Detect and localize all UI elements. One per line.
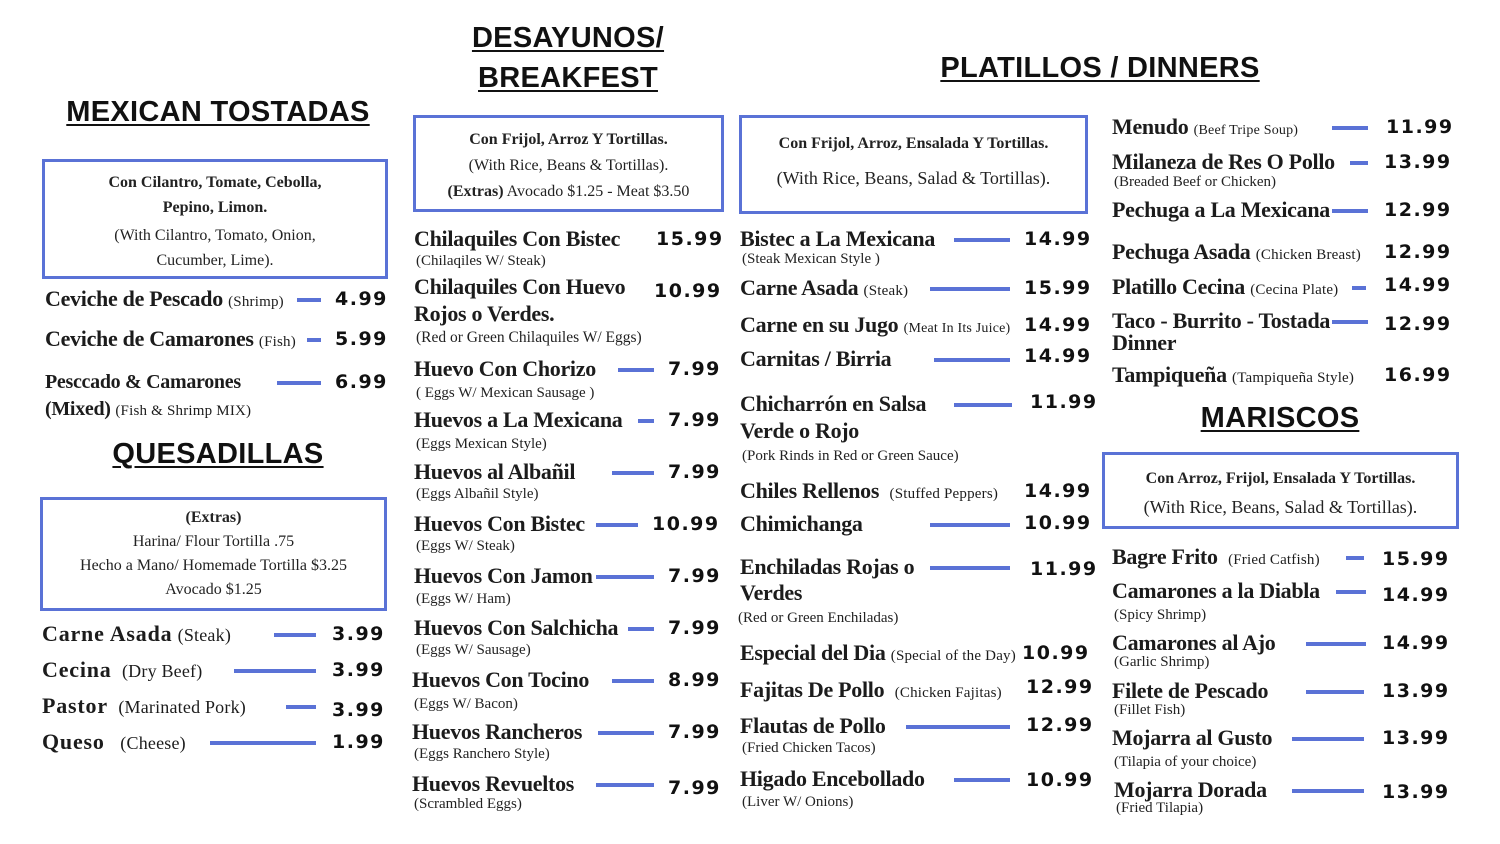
menu-item <box>1112 238 1464 266</box>
menu-item <box>740 676 1094 704</box>
dinners-info-box <box>739 115 1088 214</box>
quesadillas-box-line2: Harina/ Flour Tortilla .75 <box>132 533 295 550</box>
menu-item <box>1112 577 1464 623</box>
item-name: Huevos al Albañil <box>414 459 576 484</box>
menu-item <box>1112 273 1464 301</box>
tostadas-box-line2: Pepino, Limon. <box>162 199 268 216</box>
item-name: Pesccado & Camarones <box>45 371 241 393</box>
quesadillas-extras-box <box>40 497 387 611</box>
item-subtitle: (Red or Green Enchiladas) <box>738 610 899 626</box>
item-price: 7.99 <box>668 617 721 639</box>
price-leader <box>612 471 654 475</box>
price-leader <box>930 287 1010 291</box>
menu-item <box>414 406 726 452</box>
menu-item <box>1112 148 1464 190</box>
breakfast-box-line1: Con Frijol, Arroz Y Tortillas. <box>469 131 668 148</box>
menu-item <box>740 712 1094 756</box>
price-leader <box>954 403 1012 407</box>
item-subtitle: (Eggs W/ Sausage) <box>416 642 531 658</box>
menu-item <box>412 666 726 712</box>
tostadas-title: MEXICAN TOSTADAS <box>66 96 370 128</box>
item-name: Chiles Rellenos (Stuffed Peppers) <box>740 478 999 503</box>
tostadas-info-box <box>42 159 388 279</box>
price-leader <box>954 778 1010 782</box>
item-name: Huevos Con Salchicha <box>414 615 619 640</box>
item-name: Carnitas / Birria <box>740 346 892 371</box>
price-leader <box>307 338 321 342</box>
item-price: 12.99 <box>1384 241 1452 263</box>
mariscos-box-line1: Con Arroz, Frijol, Ensalada Y Tortillas. <box>1145 470 1416 487</box>
price-leader <box>277 381 321 385</box>
item-subtitle: (Liver W/ Onions) <box>742 794 854 810</box>
item-price: 10.99 <box>1026 769 1094 791</box>
item-name: Higado Encebollado <box>740 766 925 791</box>
menu-item <box>42 692 387 720</box>
item-price: 16.99 <box>1384 364 1452 386</box>
item-price: 3.99 <box>332 699 385 721</box>
menu-item <box>42 728 387 756</box>
item-name: Filete de Pescado <box>1112 678 1269 703</box>
breakfast-box-line3: (Extras) Avocado $1.25 - Meat $3.50 <box>447 183 690 200</box>
item-name: Camarones al Ajo <box>1112 630 1276 655</box>
item-subtitle: (Eggs Mexican Style) <box>416 436 547 452</box>
item-price: 4.99 <box>335 288 388 310</box>
item-name: Huevos Con Jamon <box>414 563 593 588</box>
price-leader <box>618 368 654 372</box>
price-leader <box>1332 126 1368 130</box>
menu-item <box>740 390 1098 464</box>
item-price: 11.99 <box>1386 116 1454 138</box>
item-price: 14.99 <box>1382 632 1450 654</box>
item-subtitle: (Fried Chicken Tacos) <box>742 740 876 756</box>
menu-item <box>412 770 726 812</box>
item-price: 14.99 <box>1024 480 1092 502</box>
menu-item <box>740 639 1090 667</box>
item-price: 7.99 <box>668 358 721 380</box>
item-name: Ceviche de Pescado (Shrimp) <box>45 286 284 311</box>
menu-item <box>1112 677 1464 718</box>
item-price: 1.99 <box>332 731 385 753</box>
item-name: Queso (Cheese) <box>42 729 186 754</box>
menu-item <box>45 325 390 353</box>
item-name: Mojarra al Gusto <box>1112 725 1273 750</box>
menu-item <box>740 225 1092 267</box>
item-name: Mojarra Dorada <box>1114 777 1267 802</box>
price-leader <box>1350 161 1368 165</box>
dinners-box-line2: (With Rice, Beans, Salad & Tortillas). <box>776 168 1051 188</box>
item-name: Huevo Con Chorizo <box>414 356 596 381</box>
item-price: 12.99 <box>1384 313 1452 335</box>
price-leader <box>210 741 316 745</box>
price-leader <box>1352 286 1366 290</box>
item-price: 3.99 <box>332 659 385 681</box>
item-subtitle: (Spicy Shrimp) <box>1114 607 1207 623</box>
item-name: Platillo Cecina (Cecina Plate) <box>1112 274 1339 299</box>
mariscos-info-box <box>1102 452 1459 529</box>
item-price: 14.99 <box>1024 314 1092 336</box>
price-leader <box>628 627 654 631</box>
menu-item <box>414 225 726 269</box>
menu-item <box>740 510 1090 538</box>
item-name: Huevos a La Mexicana <box>414 407 623 432</box>
item-subtitle: (Eggs Albañil Style) <box>416 486 539 502</box>
item-subtitle: (Tilapia of your choice) <box>1114 754 1257 770</box>
menu-item <box>414 510 726 554</box>
menu-item <box>414 273 726 346</box>
menu-item <box>740 765 1094 810</box>
menu-item <box>414 458 726 502</box>
item-price: 12.99 <box>1026 714 1094 736</box>
dinners-box-line1: Con Frijol, Arroz, Ensalada Y Tortillas. <box>778 135 1049 152</box>
item-price: 12.99 <box>1026 676 1094 698</box>
price-leader <box>934 358 1010 362</box>
price-leader <box>930 523 1010 527</box>
item-subtitle: (Fillet Fish) <box>1114 702 1186 718</box>
price-leader <box>1292 737 1364 741</box>
quesadillas-box-line1: (Extras) <box>185 509 242 526</box>
menu-item <box>1112 629 1464 670</box>
breakfast-info-box <box>413 115 724 212</box>
item-price: 12.99 <box>1384 199 1452 221</box>
breakfast-box-line2: (With Rice, Beans & Tortillas). <box>468 157 669 174</box>
item-price: 10.99 <box>1022 642 1090 664</box>
item-name: Flautas de Pollo <box>740 713 886 738</box>
item-price: 13.99 <box>1382 680 1450 702</box>
item-name: Bistec a La Mexicana <box>740 226 936 251</box>
tostadas-box-line1: Con Cilantro, Tomate, Cebolla, <box>108 174 322 191</box>
menu-item <box>45 285 390 313</box>
item-name: Taco - Burrito - Tostada <box>1112 308 1331 333</box>
item-name: Chicharrón en Salsa <box>740 391 927 416</box>
item-price: 15.99 <box>1382 548 1450 570</box>
item-price: 10.99 <box>1024 512 1092 534</box>
menu-item <box>1112 113 1464 141</box>
item-price: 11.99 <box>1030 558 1098 580</box>
item-name-line2: Rojos o Verdes. <box>414 301 555 326</box>
price-leader <box>930 566 1010 570</box>
item-subtitle: (Pork Rinds in Red or Green Sauce) <box>742 448 959 464</box>
quesadillas-box-line3: Hecho a Mano/ Homemade Tortilla $3.25 <box>80 557 347 574</box>
tostadas-box-line4: Cucumber, Lime). <box>156 252 274 269</box>
menu-item <box>1112 543 1464 571</box>
item-price: 13.99 <box>1382 781 1450 803</box>
item-name: Enchiladas Rojas o <box>740 554 915 579</box>
price-leader <box>906 725 1010 729</box>
price-leader <box>596 575 654 579</box>
price-leader <box>274 633 316 637</box>
item-name: Carne en su Jugo (Meat In Its Juice) <box>740 312 1011 337</box>
item-price: 7.99 <box>668 777 721 799</box>
item-name: Huevos Con Bistec <box>414 511 585 536</box>
price-leader <box>1332 320 1368 324</box>
item-price: 7.99 <box>668 721 721 743</box>
menu-item <box>1112 361 1464 389</box>
item-subtitle: (Red or Green Chilaquiles W/ Eggs) <box>416 329 642 346</box>
item-name: Huevos Rancheros <box>412 719 583 744</box>
item-name: Pechuga a La Mexicana <box>1112 197 1330 222</box>
item-price: 7.99 <box>668 461 721 483</box>
price-leader <box>612 679 654 683</box>
item-name: Chimichanga <box>740 511 863 536</box>
mariscos-title: MARISCOS <box>1200 402 1360 434</box>
item-name: Huevos Con Tocino <box>412 667 590 692</box>
quesadillas-title: QUESADILLAS <box>112 438 324 470</box>
item-price: 10.99 <box>652 513 720 535</box>
menu-item <box>740 274 1090 302</box>
item-subtitle: (Chilaqiles W/ Steak) <box>416 253 546 269</box>
item-name: Pastor (Marinated Pork) <box>42 693 246 718</box>
item-price: 10.99 <box>654 280 722 302</box>
item-price: 14.99 <box>1024 228 1092 250</box>
item-name: Carne Asada (Steak) <box>42 621 232 646</box>
price-leader <box>596 523 638 527</box>
item-subtitle: (Breaded Beef or Chicken) <box>1114 174 1277 190</box>
price-leader <box>638 419 654 423</box>
item-price: 8.99 <box>668 669 721 691</box>
item-subtitle: (Scrambled Eggs) <box>414 796 522 812</box>
item-name: Fajitas De Pollo (Chicken Fajitas) <box>740 677 1002 702</box>
item-price: 15.99 <box>656 228 724 250</box>
dinners-title: PLATILLOS / DINNERS <box>940 52 1260 84</box>
breakfast-title <box>410 18 726 98</box>
item-price: 3.99 <box>332 623 385 645</box>
item-subtitle: (Fried Tilapia) <box>1116 800 1204 816</box>
item-name: Tampiqueña (Tampiqueña Style) <box>1112 362 1355 387</box>
item-name: Milaneza de Res O Pollo <box>1112 149 1335 174</box>
price-leader <box>1306 690 1364 694</box>
menu-item <box>42 656 387 684</box>
price-leader <box>1306 642 1366 646</box>
menu-item <box>1112 307 1464 355</box>
menu-item <box>414 562 726 607</box>
price-leader <box>1346 556 1364 560</box>
menu-item <box>1112 724 1464 770</box>
menu-item <box>412 718 726 762</box>
item-name-line2: (Mixed) (Fish & Shrimp MIX) <box>45 398 252 420</box>
item-price: 7.99 <box>668 409 721 431</box>
item-name: Carne Asada (Steak) <box>740 275 909 300</box>
item-name: Chilaquiles Con Huevo <box>414 274 626 299</box>
item-name-line2: Verde o Rojo <box>740 418 860 443</box>
item-subtitle: (Steak Mexican Style ) <box>742 251 880 267</box>
item-price: 7.99 <box>668 565 721 587</box>
item-name: Pechuga Asada (Chicken Breast) <box>1112 239 1361 264</box>
quesadillas-box-line4: Avocado $1.25 <box>165 581 262 598</box>
menu-item <box>738 553 1098 626</box>
price-leader <box>286 705 316 709</box>
item-subtitle: (Garlic Shrimp) <box>1114 654 1210 670</box>
price-leader <box>1336 590 1366 594</box>
item-subtitle: (Eggs Ranchero Style) <box>414 746 550 762</box>
item-price: 5.99 <box>335 328 388 350</box>
price-leader <box>234 669 316 673</box>
item-price: 14.99 <box>1382 584 1450 606</box>
price-leader <box>596 783 654 787</box>
price-leader <box>954 238 1010 242</box>
item-subtitle: (Eggs W/ Bacon) <box>414 696 518 712</box>
menu-item <box>740 311 1090 339</box>
item-name: Menudo (Beef Tripe Soup) <box>1112 114 1299 139</box>
price-leader <box>1332 209 1368 213</box>
price-leader <box>598 731 654 735</box>
item-name: Especial del Dia (Special of the Day) <box>740 640 1016 665</box>
item-name: Chilaquiles Con Bistec <box>414 226 621 251</box>
item-price: 13.99 <box>1382 727 1450 749</box>
menu-item <box>414 614 726 658</box>
item-price: 15.99 <box>1024 277 1092 299</box>
item-name: Bagre Frito (Fried Catfish) <box>1112 544 1320 569</box>
menu-item <box>1112 196 1464 224</box>
item-name-line2: Verdes <box>740 580 803 605</box>
item-name: Ceviche de Camarones (Fish) <box>45 326 296 351</box>
breakfast-title-line2: BREAKFEST <box>478 62 658 94</box>
item-name: Huevos Revueltos <box>412 771 575 796</box>
item-subtitle: (Eggs W/ Steak) <box>416 538 515 554</box>
item-name: Camarones a la Diabla <box>1112 578 1320 603</box>
item-price: 11.99 <box>1030 391 1098 413</box>
item-price: 14.99 <box>1384 274 1452 296</box>
menu-item <box>740 345 1090 373</box>
item-subtitle: ( Eggs W/ Mexican Sausage ) <box>416 385 595 401</box>
breakfast-title-line1: DESAYUNOS/ <box>471 22 665 54</box>
mariscos-box-line2: (With Rice, Beans, Salad & Tortillas). <box>1143 497 1418 517</box>
item-price: 14.99 <box>1024 345 1092 367</box>
menu-item <box>1114 776 1464 816</box>
item-name-line2: Dinner <box>1112 330 1177 355</box>
price-leader <box>1292 789 1364 793</box>
menu-item <box>45 368 390 420</box>
tostadas-box-line3: (With Cilantro, Tomato, Onion, <box>114 227 316 244</box>
item-price: 13.99 <box>1384 151 1452 173</box>
menu-item <box>42 620 387 648</box>
price-leader <box>297 298 321 302</box>
menu-item <box>414 355 726 401</box>
item-price: 6.99 <box>335 371 388 393</box>
item-subtitle: (Eggs W/ Ham) <box>416 591 511 607</box>
menu-item <box>740 477 1090 505</box>
item-name: Cecina (Dry Beef) <box>42 657 203 682</box>
